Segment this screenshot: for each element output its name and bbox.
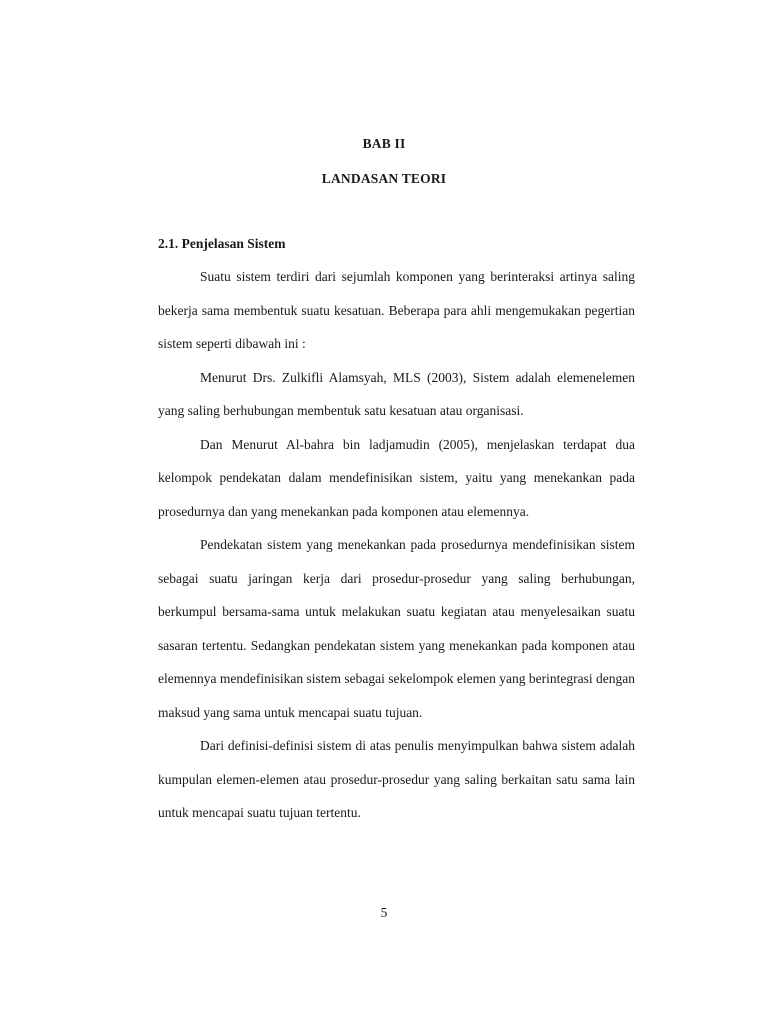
paragraph: Dan Menurut Al-bahra bin ladjamudin (2005), menjelaskan terdapat dua kelompok pendekatan dalam mendefinisikan sistem, yaitu yang menekankan pada prosedurnya dan yang menekankan pada komponen atau elemennya. bbox=[158, 436, 635, 519]
paragraph: Suatu sistem terdiri dari sejumlah komponen yang berinteraksi artinya saling bekerja sama membentuk suatu kesatuan. Beberapa para ahli mengemukakan pegertian sistem seperti dibawah ini : bbox=[158, 269, 635, 351]
body-text bbox=[158, 260, 635, 830]
chapter-number: BAB II bbox=[362, 136, 406, 151]
chapter-title: LANDASAN TEORI bbox=[321, 171, 447, 186]
section-heading: 2.1. Penjelasan Sistem bbox=[158, 236, 286, 251]
paragraph: Dari definisi-definisi sistem di atas penulis menyimpulkan bahwa sistem adalah kumpulan elemen-elemen atau prosedur-prosedur yang saling berkaitan satu sama lain untuk mencapai suatu tujuan tertentu. bbox=[158, 738, 635, 820]
page-number: 5 bbox=[380, 905, 388, 920]
paragraph: Menurut Drs. Zulkifli Alamsyah, MLS (2003), Sistem adalah elemenelemen yang saling berhubungan membentuk satu kesatuan atau organisasi. bbox=[158, 369, 635, 418]
paragraph: Pendekatan sistem yang menekankan pada prosedurnya mendefinisikan sistem sebagai suatu jaringan kerja dari prosedur-prosedur yang saling berhubungan, berkumpul bersama-sama untuk melakukan suatu kegiatan atau menyelesaikan suatu sasaran tertentu. Sedangkan pendekatan sistem yang menekankan pada komponen atau elemennya mendefinisikan sistem sebagai sekelompok elemen yang berintegrasi dengan maksud yang sama untuk mencapai suatu tujuan. bbox=[158, 537, 635, 720]
